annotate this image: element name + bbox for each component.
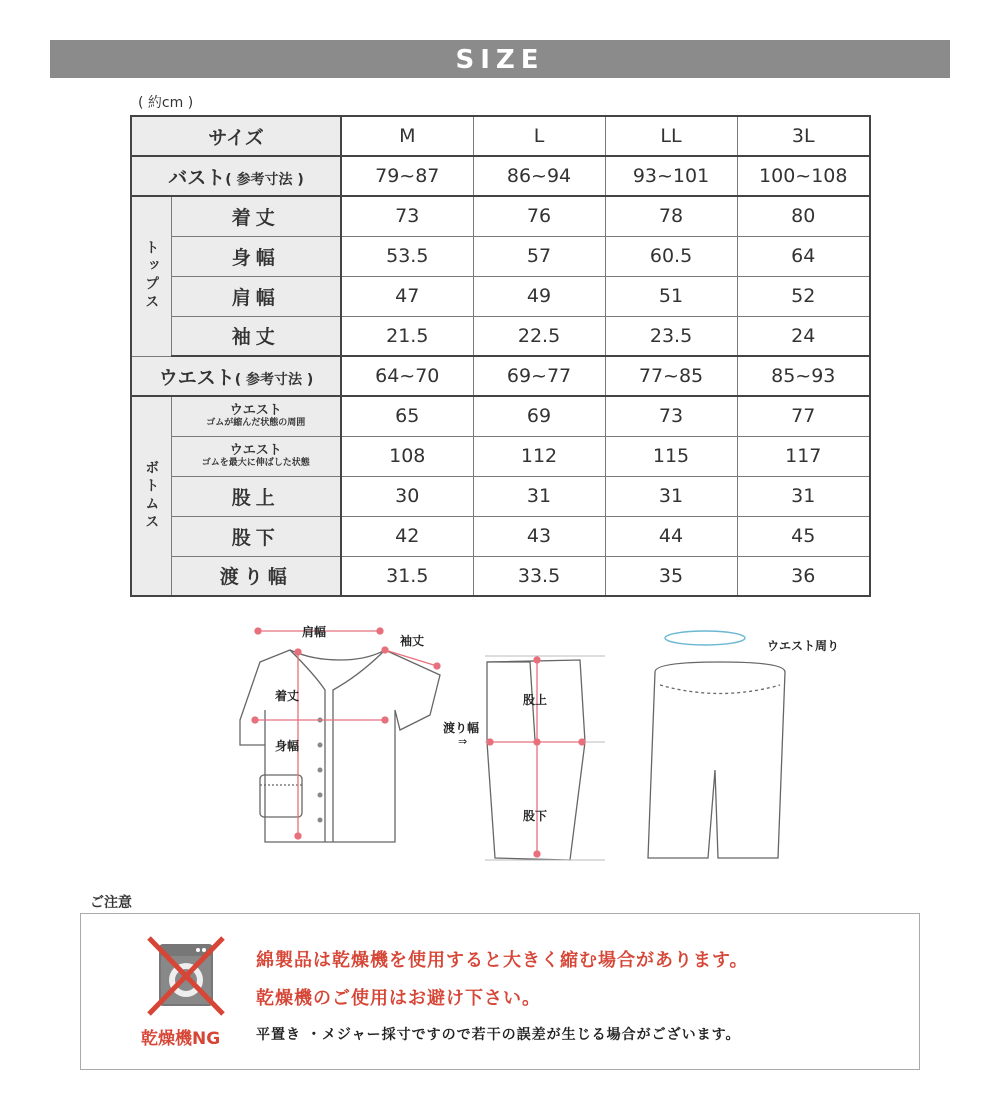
table-cell: 80 xyxy=(737,196,870,236)
length-label: 着丈 xyxy=(275,689,300,703)
table-row xyxy=(131,516,870,556)
no-dryer-icon xyxy=(141,934,231,1019)
waist-around-label: ウエスト周り xyxy=(767,639,840,653)
bust-row xyxy=(131,156,870,196)
table-cell: 117 xyxy=(737,436,870,476)
table-cell: 77 xyxy=(737,396,870,436)
table-cell: 21.5 xyxy=(341,316,473,356)
table-cell: 65 xyxy=(341,396,473,436)
tops-group-label xyxy=(131,196,171,356)
table-cell: 36 xyxy=(737,556,870,596)
row-label-main: ウエスト xyxy=(229,403,282,419)
table-cell: 23.5 xyxy=(605,316,737,356)
measurement-diagram xyxy=(230,620,880,870)
table-row xyxy=(131,436,870,476)
table-cell: 52 xyxy=(737,276,870,316)
table-cell: 78 xyxy=(605,196,737,236)
row-label: 渡り幅 xyxy=(171,556,341,596)
row-label xyxy=(171,436,341,476)
size-label: サイズ xyxy=(131,116,341,156)
pants-back-outline xyxy=(648,662,785,858)
row-label xyxy=(171,396,341,436)
table-row xyxy=(131,236,870,276)
row-label: 肩幅 xyxy=(171,276,341,316)
table-cell: 77~85 xyxy=(605,356,737,396)
table-row xyxy=(131,396,870,436)
shirt-outline xyxy=(240,650,440,842)
row-label: 着丈 xyxy=(171,196,341,236)
row-label-main: ウエスト xyxy=(229,443,282,458)
table-cell: 73 xyxy=(341,196,473,236)
sleeve-label: 袖丈 xyxy=(400,634,425,648)
warning-text-2: 乾燥機のご使用はお避け下さい。 xyxy=(256,988,541,1009)
shoulder-label: 肩幅 xyxy=(302,625,327,639)
measurement-info: 平置き ・メジャー採寸ですので若干の誤差が生じる場合がございます。 xyxy=(256,1027,741,1043)
pants-front-outline xyxy=(487,660,585,860)
table-cell: 24 xyxy=(737,316,870,356)
size-banner: SIZE xyxy=(50,40,950,78)
pants-measure-lines xyxy=(487,657,585,857)
row-label: 袖丈 xyxy=(171,316,341,356)
body-width-label: 身幅 xyxy=(275,739,300,753)
table-cell: 31 xyxy=(605,476,737,516)
pants-guide-lines xyxy=(485,656,605,860)
inseam-label: 股下 xyxy=(523,809,548,823)
row-label-sub: ゴムを最大に伸ばした状態 xyxy=(201,458,310,468)
table-row xyxy=(131,556,870,596)
size-3l: 3L xyxy=(737,116,870,156)
table-cell: 31 xyxy=(737,476,870,516)
thigh-label: 渡り幅 xyxy=(443,721,480,735)
notes-title: ご注意 xyxy=(90,895,132,911)
size-ll: LL xyxy=(605,116,737,156)
table-row xyxy=(131,476,870,516)
waist-label xyxy=(131,356,341,396)
waist-label-sub: ( 参考寸法 ) xyxy=(234,371,314,388)
table-row xyxy=(131,316,870,356)
size-m: M xyxy=(341,116,473,156)
table-cell: 85~93 xyxy=(737,356,870,396)
table-cell: 100~108 xyxy=(737,156,870,196)
shirt-buttons xyxy=(318,718,323,823)
tops-group-text: トップス xyxy=(143,240,160,313)
table-cell: 31.5 xyxy=(341,556,473,596)
bottoms-group-label xyxy=(131,396,171,596)
table-cell: 53.5 xyxy=(341,236,473,276)
table-row xyxy=(131,276,870,316)
table-cell: 45 xyxy=(737,516,870,556)
table-cell: 22.5 xyxy=(473,316,605,356)
table-cell: 108 xyxy=(341,436,473,476)
rise-label: 股上 xyxy=(523,693,548,707)
table-cell: 33.5 xyxy=(473,556,605,596)
table-cell: 49 xyxy=(473,276,605,316)
table-cell: 79~87 xyxy=(341,156,473,196)
waist-label-main: ウエスト xyxy=(158,366,235,389)
bust-label xyxy=(131,156,341,196)
table-cell: 43 xyxy=(473,516,605,556)
thigh-arrow: ⇒ xyxy=(458,735,468,748)
bottoms-group-text: ボトムス xyxy=(143,460,160,532)
table-cell: 42 xyxy=(341,516,473,556)
table-cell: 64~70 xyxy=(341,356,473,396)
unit-note: ( 約cm ) xyxy=(138,95,194,111)
warning-text-1: 綿製品は乾燥機を使用すると大きく縮む場合があります。 xyxy=(256,950,749,971)
row-label: 股上 xyxy=(171,476,341,516)
bust-label-sub: ( 参考寸法 ) xyxy=(225,171,304,188)
dryer-ng-label: 乾燥機NG xyxy=(141,1029,221,1049)
size-l: L xyxy=(473,116,605,156)
table-cell: 76 xyxy=(473,196,605,236)
row-label: 股下 xyxy=(171,516,341,556)
table-cell: 115 xyxy=(605,436,737,476)
table-cell: 35 xyxy=(605,556,737,596)
table-cell: 47 xyxy=(341,276,473,316)
table-row xyxy=(131,196,870,236)
table-cell: 60.5 xyxy=(605,236,737,276)
waist-row xyxy=(131,356,870,396)
size-table xyxy=(130,115,871,597)
bust-label-main: バスト xyxy=(168,166,226,189)
table-cell: 30 xyxy=(341,476,473,516)
table-cell: 73 xyxy=(605,396,737,436)
table-cell: 112 xyxy=(473,436,605,476)
table-cell: 57 xyxy=(473,236,605,276)
table-header-row xyxy=(131,116,870,156)
table-cell: 44 xyxy=(605,516,737,556)
table-cell: 51 xyxy=(605,276,737,316)
table-cell: 93~101 xyxy=(605,156,737,196)
table-cell: 31 xyxy=(473,476,605,516)
table-cell: 86~94 xyxy=(473,156,605,196)
table-cell: 69~77 xyxy=(473,356,605,396)
notes-box xyxy=(80,913,920,1070)
table-cell: 69 xyxy=(473,396,605,436)
row-label: 身幅 xyxy=(171,236,341,276)
waist-around-arrow xyxy=(665,631,745,645)
table-cell: 64 xyxy=(737,236,870,276)
row-label-sub: ゴムが縮んだ状態の周囲 xyxy=(206,418,306,429)
